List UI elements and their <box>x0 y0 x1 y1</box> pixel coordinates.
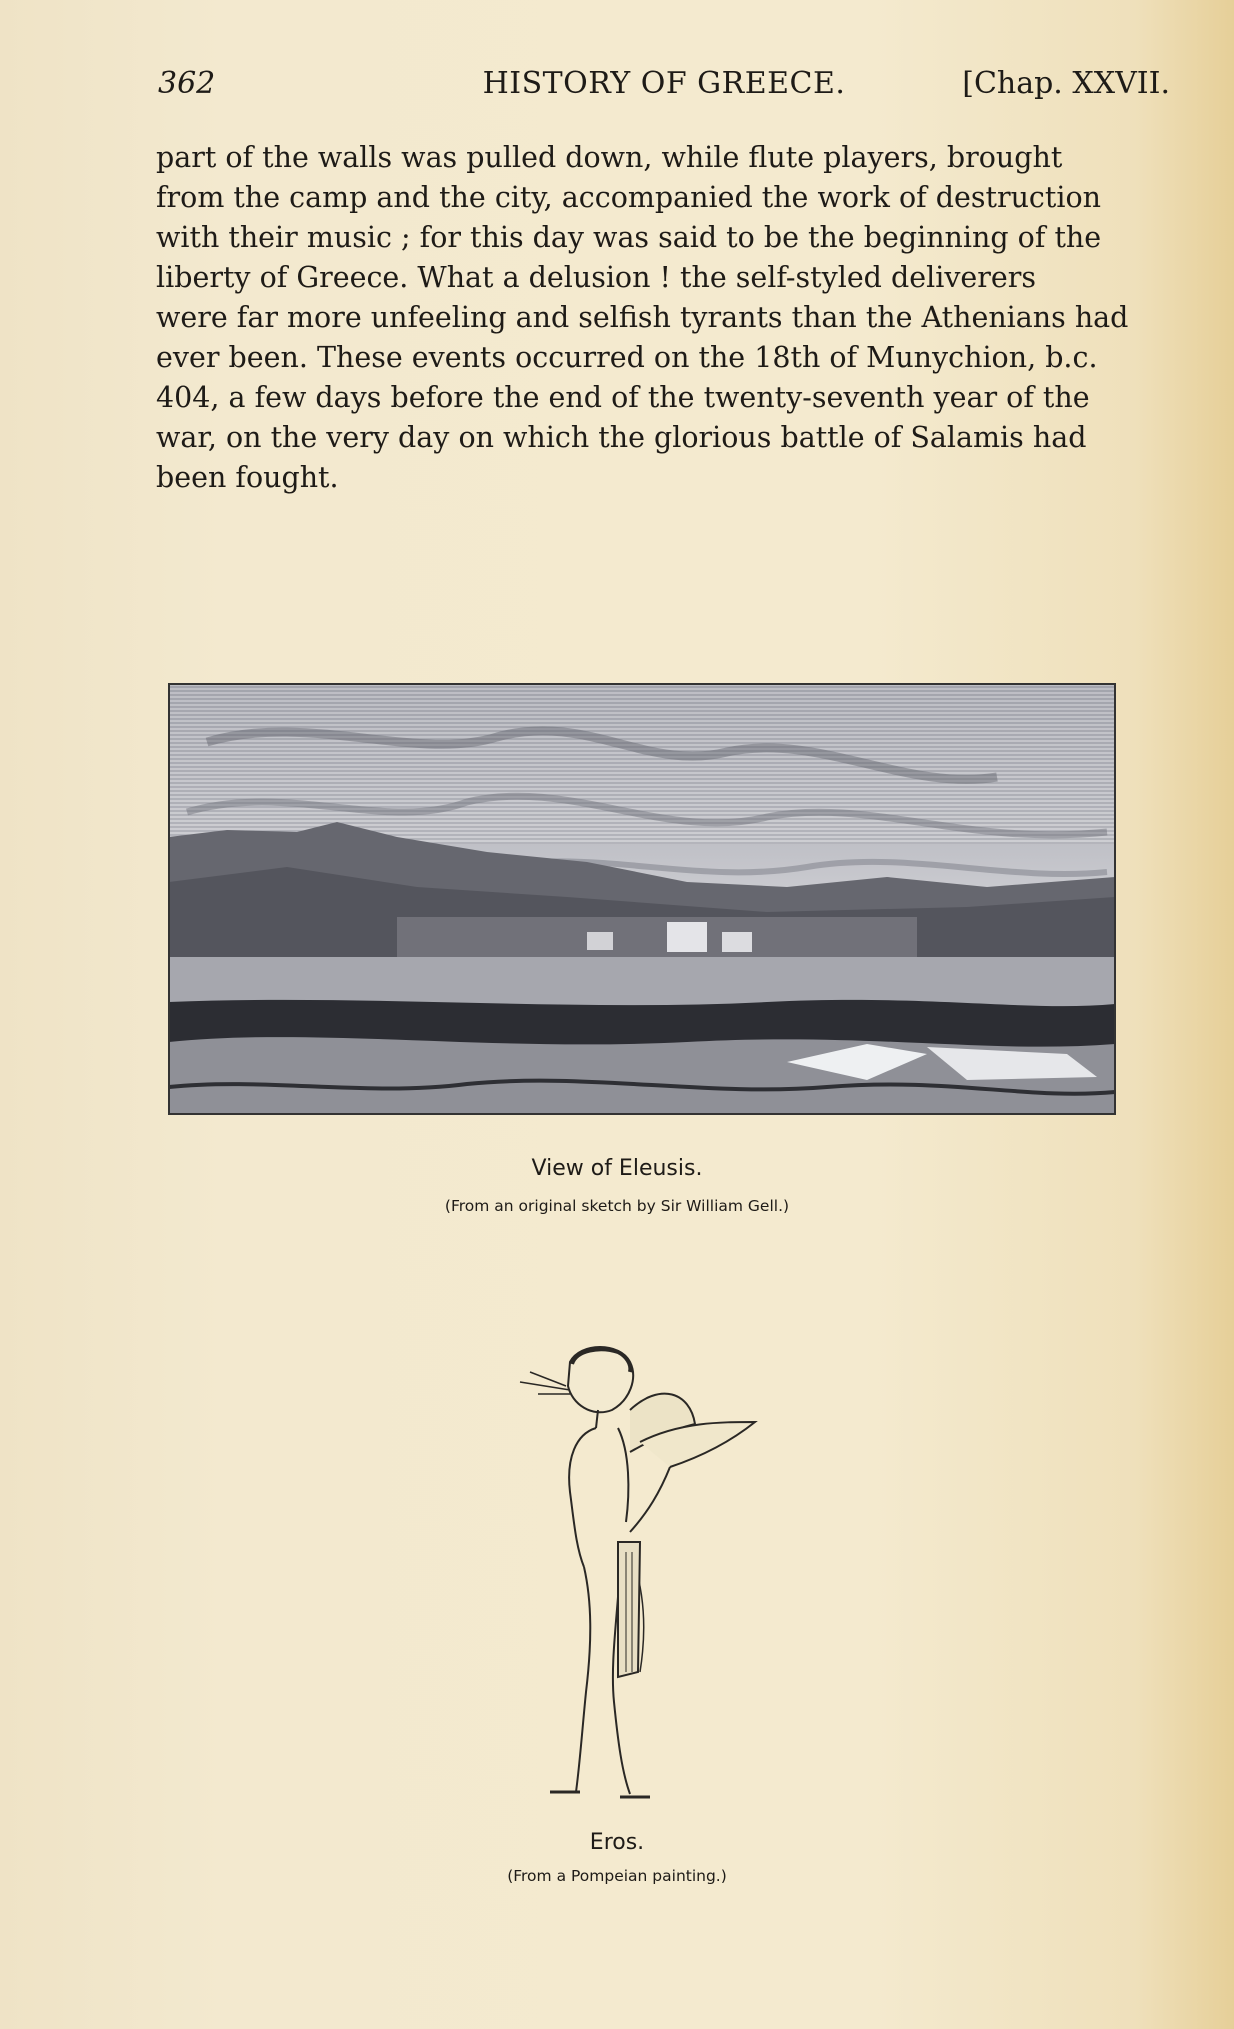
body-paragraph <box>156 138 1168 498</box>
text-line: from the camp and the city, accompanied the work of destruction <box>156 181 1101 214</box>
figure-caption: View of Eleusis. <box>531 1156 703 1181</box>
text-line: liberty of Greece. What a delusion ! the self-styled deliverers <box>156 261 1037 294</box>
chapter-label: [Chap. XXVII. <box>962 66 1170 101</box>
text-line: were far more unfeeling and selfish tyrants than the Athenians had <box>156 301 1129 334</box>
text-line: 404, a few days before the end of the twenty-seventh year of the <box>156 381 1090 414</box>
figure-source: (From a Pompeian painting.) <box>507 1867 727 1885</box>
text-line: part of the walls was pulled down, while flute players, brought <box>156 141 1063 174</box>
text-line: with their music ; for this day was said to be the beginning of the <box>156 221 1102 254</box>
figure-caption: Eros. <box>589 1830 645 1855</box>
page-number: 362 <box>158 66 216 101</box>
running-header <box>158 66 1170 116</box>
running-title: HISTORY OF GREECE. <box>482 66 846 101</box>
text-line: war, on the very day on which the glorious battle of Salamis had <box>156 421 1087 454</box>
eleusis-engraving <box>167 682 1119 1119</box>
figure-source: (From an original sketch by Sir William Gell.) <box>444 1197 790 1215</box>
text-line: been fought. <box>156 461 339 494</box>
eros-illustration <box>480 1342 790 1812</box>
text-line: ever been. These events occurred on the 18th of Munychion, b.c. <box>156 341 1098 374</box>
